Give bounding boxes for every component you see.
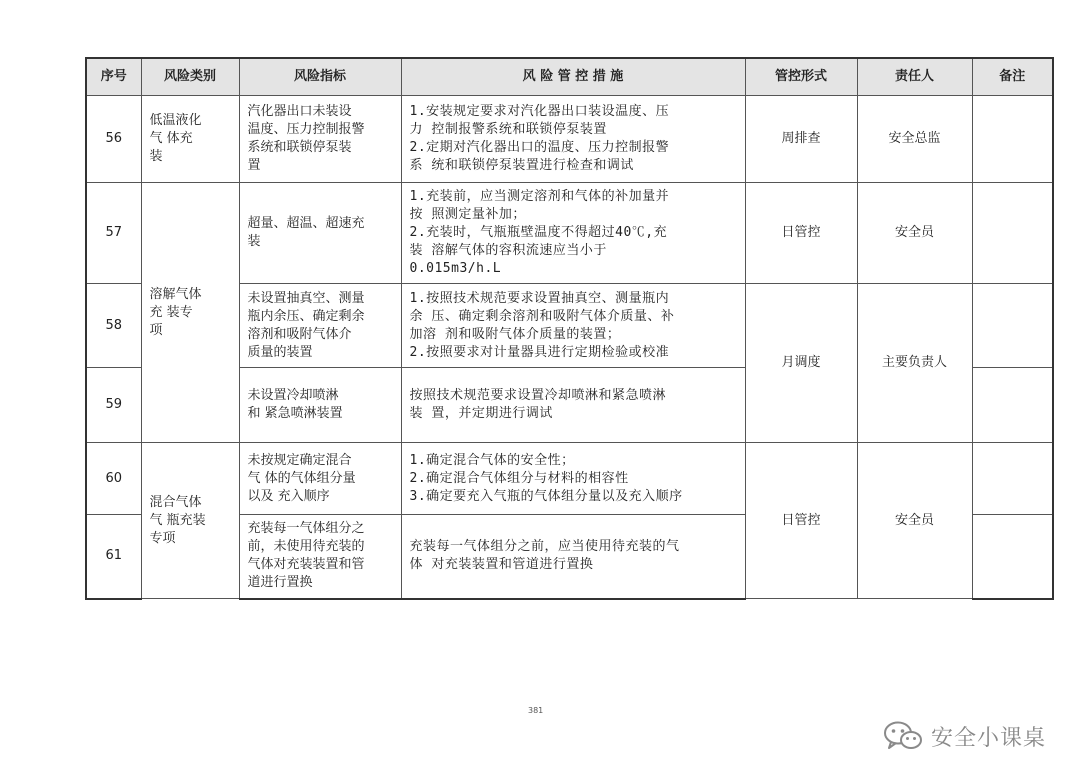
row-number: 59 bbox=[86, 368, 141, 443]
row-number: 61 bbox=[86, 515, 141, 599]
responsible-person: 主要负责人 bbox=[857, 284, 972, 443]
risk-indicator: 未设置冷却喷淋 和 紧急喷淋装置 bbox=[239, 368, 401, 443]
header-indicator: 风险指标 bbox=[239, 58, 401, 96]
risk-indicator: 未设置抽真空、测量 瓶内余压、确定剩余 溶剂和吸附气体介 质量的装置 bbox=[239, 284, 401, 368]
header-control: 管控形式 bbox=[745, 58, 857, 96]
responsible-person: 安全员 bbox=[857, 183, 972, 284]
control-measures: 1.按照技术规范要求设置抽真空、测量瓶内 余 压、确定剩余溶剂和吸附气体介质量、补 加溶 剂和吸附气体介质量的装置； 2.按照要求对计量器具进行定期检验或校准 bbox=[401, 284, 745, 368]
remark-cell bbox=[972, 515, 1053, 599]
table-row bbox=[86, 96, 1053, 183]
risk-category: 混合气体 气 瓶充装 专项 bbox=[141, 443, 239, 599]
risk-indicator: 未按规定确定混合 气 体的气体组分量 以及 充入顺序 bbox=[239, 443, 401, 515]
risk-indicator: 充装每一气体组分之 前，未使用待充装的 气体对充装装置和管 道进行置换 bbox=[239, 515, 401, 599]
control-form: 周排查 bbox=[745, 96, 857, 183]
control-form: 日管控 bbox=[745, 183, 857, 284]
risk-indicator: 汽化器出口未装设 温度、压力控制报警 系统和联锁停泵装 置 bbox=[239, 96, 401, 183]
row-number: 60 bbox=[86, 443, 141, 515]
remark-cell bbox=[972, 183, 1053, 284]
control-form: 月调度 bbox=[745, 284, 857, 443]
watermark bbox=[883, 720, 1046, 752]
control-measures: 按照技术规范要求设置冷却喷淋和紧急喷淋 装 置，并定期进行调试 bbox=[401, 368, 745, 443]
risk-control-table bbox=[85, 57, 1054, 600]
control-measures: 1.确定混合气体的安全性； 2.确定混合气体组分与材料的相容性 3.确定要充入气瓶的气体组分量以及充入顺序 bbox=[401, 443, 745, 515]
risk-category: 溶解气体 充 装专 项 bbox=[141, 183, 239, 443]
table-header-row bbox=[86, 58, 1053, 96]
row-number: 56 bbox=[86, 96, 141, 183]
remark-cell bbox=[972, 284, 1053, 368]
row-number: 58 bbox=[86, 284, 141, 368]
table-row bbox=[86, 183, 1053, 284]
header-measures: 风 险 管 控 措 施 bbox=[401, 58, 745, 96]
control-measures: 充装每一气体组分之前，应当使用待充装的气 体 对充装装置和管道进行置换 bbox=[401, 515, 745, 599]
risk-category: 低温液化 气 体充 装 bbox=[141, 96, 239, 183]
page-number: 381 bbox=[528, 706, 544, 715]
responsible-person: 安全员 bbox=[857, 443, 972, 599]
header-category: 风险类别 bbox=[141, 58, 239, 96]
remark-cell bbox=[972, 96, 1053, 183]
remark-cell bbox=[972, 368, 1053, 443]
header-owner: 责任人 bbox=[857, 58, 972, 96]
control-form: 日管控 bbox=[745, 443, 857, 599]
risk-indicator: 超量、超温、超速充 装 bbox=[239, 183, 401, 284]
watermark-text: 安全小课桌 bbox=[930, 725, 1046, 751]
header-remark: 备注 bbox=[972, 58, 1053, 96]
responsible-person: 安全总监 bbox=[857, 96, 972, 183]
wechat-icon bbox=[883, 720, 923, 752]
control-measures: 1.充装前，应当测定溶剂和气体的补加量并 按 照测定量补加； 2.充装时，气瓶瓶壁温度不得超过40℃,充 装 溶解气体的容积流速应当小于 0.015m3/h.L bbox=[401, 183, 745, 284]
table-row bbox=[86, 443, 1053, 515]
header-no: 序号 bbox=[86, 58, 141, 96]
row-number: 57 bbox=[86, 183, 141, 284]
remark-cell bbox=[972, 443, 1053, 515]
control-measures: 1.安装规定要求对汽化器出口装设温度、压 力 控制报警系统和联锁停泵装置 2.定期对汽化器出口的温度、压力控制报警 系 统和联锁停泵装置进行检查和调试 bbox=[401, 96, 745, 183]
